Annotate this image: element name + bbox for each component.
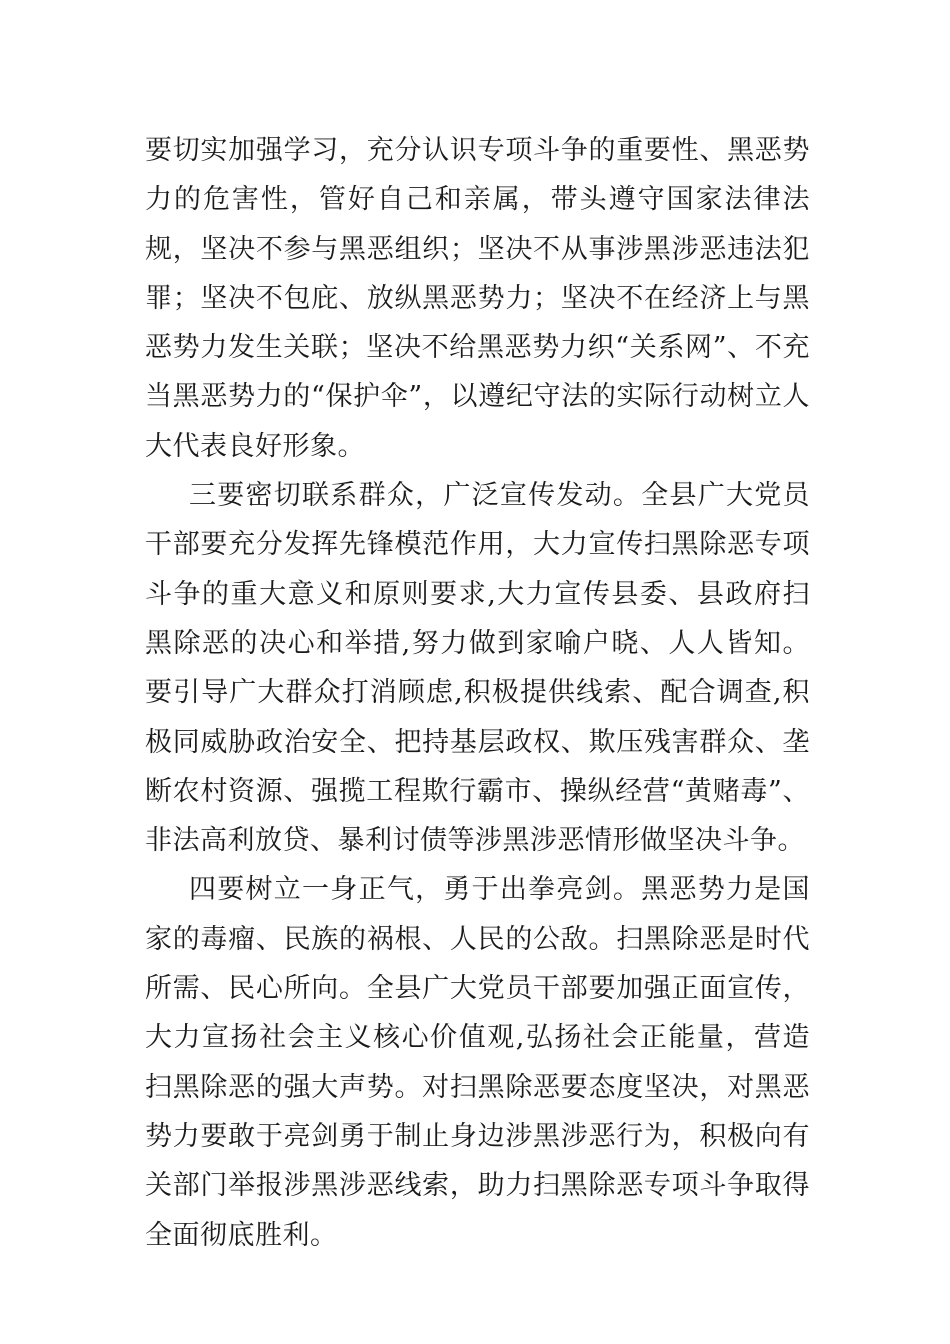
paragraph-1: 要切实加强学习，充分认识专项斗争的重要性、黑恶势力的危害性，管好自己和亲属，带头遵守国家法律法规，坚决不参与黑恶组织；坚决不从事涉黑涉恶违法犯罪；坚决不包庇、放纵黑恶势力；坚决不在经济上与黑恶势力发生关联；坚决不给黑恶势力织“关系网”、不充当黑恶势力的“保护伞”，以遵纪守法的实际行动树立人大代表良好形象。 (145, 135, 810, 462)
document-body (145, 126, 810, 1260)
paragraph-3: 四要树立一身正气，勇于出拳亮剑。黑恶势力是国家的毒瘤、民族的祸根、人民的公敌。扫黑除恶是时代所需、民心所向。全县广大党员干部要加强正面宣传，大力宣扬社会主义核心价值观,弘扬社会正能量，营造扫黑除恶的强大声势。对扫黑除恶要态度坚决，对黑恶势力要敢于亮剑勇于制止身边涉黑涉恶行为，积极向有关部门举报涉黑涉恶线索，助力扫黑除恶专项斗争取得全面彻底胜利。 (145, 874, 810, 1251)
paragraph-2: 三要密切联系群众，广泛宣传发动。全县广大党员干部要充分发挥先锋模范作用，大力宣传扫黑除恶专项斗争的重大意义和原则要求,大力宣传县委、县政府扫黑除恶的决心和举措,努力做到家喻户晓、人人皆知。要引导广大群众打消顾虑,积极提供线索、配合调查,积极同威胁政治安全、把持基层政权、欺压残害群众、垄断农村资源、强揽工程欺行霸市、操纵经营“黄赌毒”、非法高利放贷、暴利讨债等涉黑涉恶情形做坚决斗争。 (145, 480, 810, 857)
